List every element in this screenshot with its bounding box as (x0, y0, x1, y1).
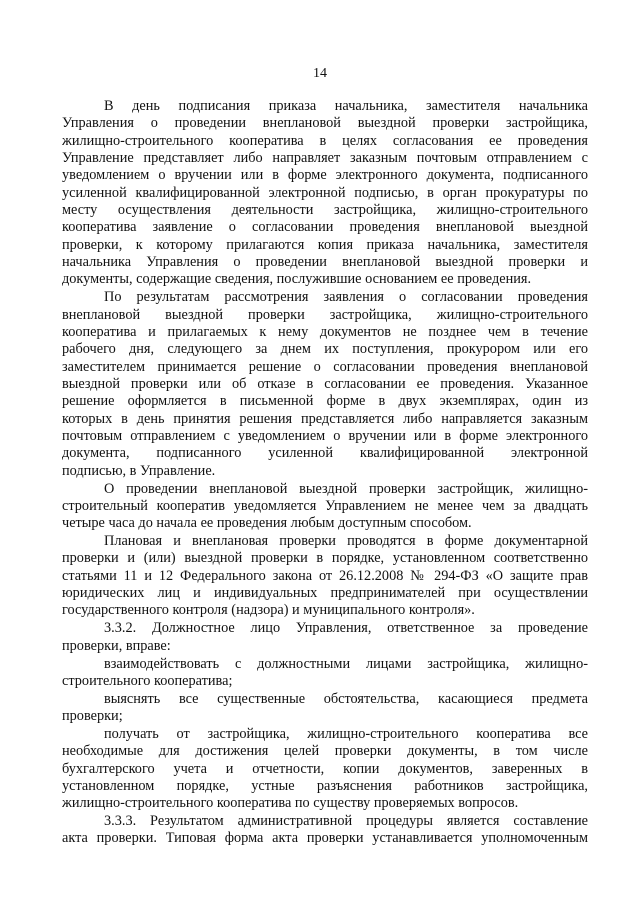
text-line: внеплановой выездной проверки застройщика, жилищно-строительного (62, 306, 588, 323)
text-line: бухгалтерского учета и отчетности, копии документов, заверенных в (62, 760, 588, 777)
text-line: месту осуществления деятельности застройщика, жилищно-строительного (62, 202, 588, 219)
text-line: строительного кооператива; (62, 672, 233, 689)
paragraph (62, 533, 588, 620)
text-line: 3.3.3. Результатом административной процедуры является составление (104, 813, 588, 830)
paragraph (62, 726, 588, 813)
text-line: проверки; (62, 708, 123, 725)
text-line: жилищно-строительного кооператива в целях согласования ее проведения (62, 132, 588, 149)
paragraph (62, 656, 588, 691)
text-line: статьями 11 и 12 Федерального закона от 26.12.2008 № 294-ФЗ «О защите прав (62, 567, 588, 584)
text-line: проверки, вправе: (62, 637, 171, 654)
text-line: выяснять все существенные обстоятельства, касающиеся предмета (104, 690, 588, 707)
text-line: подписью, в Управление. (62, 462, 216, 479)
text-line: взаимодействовать с должностными лицами застройщика, жилищно- (104, 655, 588, 672)
text-line: необходимые для достижения целей проверки документы, в том числе (62, 743, 588, 760)
text-line: кооператива и прилагаемых к нему документов не позднее чем в течение (62, 323, 588, 340)
text-line: О проведении внеплановой выездной проверки застройщик, жилищно- (104, 480, 588, 497)
text-line: жилищно-строительного кооператива по существу проверяемых вопросов. (62, 795, 519, 812)
paragraph (62, 620, 588, 655)
text-line: Плановая и внеплановая проверки проводятся в форме документарной (104, 533, 588, 550)
text-line: усиленной квалифицированной электронной подписью, в орган прокуратуры по (62, 184, 588, 201)
paragraph (62, 289, 588, 480)
paragraph (62, 481, 588, 533)
text-line: заместителем принимается решение о согласовании проведения внеплановой (62, 358, 588, 375)
text-line: 3.3.2. Должностное лицо Управления, ответственное за проведение (104, 620, 588, 637)
text-line: проверки, к которому прилагаются копия приказа начальника, заместителя (62, 236, 588, 253)
text-line: По результатам рассмотрения заявления о согласовании проведения (104, 289, 588, 306)
text-line: начальника Управления о проведении внеплановой выездной проверки и (62, 254, 588, 271)
text-line: выездной проверки или об отказе в согласовании ее проведения. Указанное (62, 376, 588, 392)
paragraph (62, 98, 588, 289)
text-line: получать от застройщика, жилищно-строительного кооператива все (104, 725, 588, 742)
text-line: акта проверки. Типовая форма акта проверки устанавливается уполномоченным (62, 830, 588, 847)
text-line: Управление представляет либо направляет заказным почтовым отправлением с (62, 150, 588, 167)
text-line: документы, содержащие сведения, послужившие основанием ее проведения. (62, 271, 532, 288)
text-line: кооператива заявление о согласовании проведения внеплановой выездной (62, 219, 588, 236)
text-line: проверки и (или) выездной проверки в порядке, установленном соответственно (62, 550, 588, 567)
text-line: документа, подписанного усиленной квалифицированной электронной (62, 445, 588, 462)
paragraph (62, 691, 588, 726)
text-line: Управления о проведении внеплановой выездной проверки застройщика, (62, 115, 588, 132)
page-number: 14 (313, 66, 327, 81)
text-line: юридических лиц и индивидуальных предпринимателей при осуществлении (62, 585, 588, 602)
document-body (62, 98, 588, 848)
text-line: установленном порядке, устные разъяснения работников застройщика, (62, 777, 588, 794)
text-line: В день подписания приказа начальника, заместителя начальника (104, 98, 588, 114)
text-line: уведомлением о вручении или в форме электронного документа, подписанного (62, 167, 588, 184)
text-line: решение оформляется в письменной форме в двух экземплярах, один из (62, 393, 588, 410)
text-line: почтовым отправлением с уведомлением о вручении или в форме электронного (62, 428, 588, 445)
text-line: которых в день принятия решения представляется либо направляется заказным (62, 410, 588, 427)
text-line: рабочего дня, следующего за днем их поступления, прокурором или его (62, 341, 588, 358)
text-line: строительный кооператив уведомляется Управлением не менее чем за двадцать (62, 497, 588, 514)
text-line: четыре часа до начала ее проведения любым доступным способом. (62, 515, 472, 532)
paragraph (62, 813, 588, 848)
text-line: государственного контроля (надзора) и муниципального контроля». (62, 602, 475, 619)
